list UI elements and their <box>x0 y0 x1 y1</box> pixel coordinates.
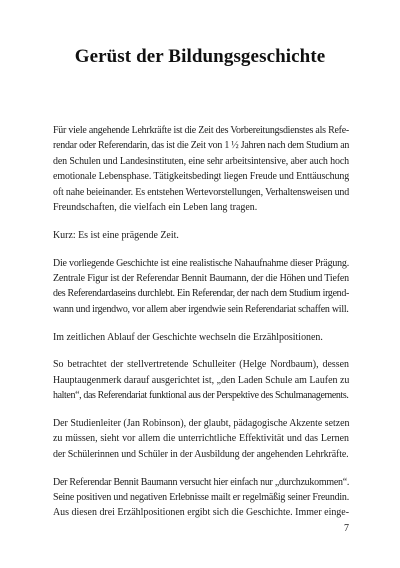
text-line: So betrachtet der stellvertretende Schulleiter (Helge Nordbaum), dessen <box>53 359 349 371</box>
text-line: zu müssen, sieht vor allem die unterrichtliche Effektivität und das Lernen <box>53 433 349 445</box>
paragraph <box>53 416 349 462</box>
text-line: Aus diesen drei Erzählpositionen ergibt sich die Geschichte. Immer einge- <box>53 507 349 519</box>
text-line: wann und irgendwo, vor allem aber irgendwie sein Referendariat schaffen will. <box>53 303 349 315</box>
paragraph <box>53 330 349 345</box>
paragraph <box>53 256 349 318</box>
text-line: Der Referendar Bennit Baumann versucht hier einfach nur „durchzukommen“. <box>53 476 350 488</box>
body-text <box>53 123 349 533</box>
text-line: Seine positiven und negativen Erlebnisse mailt er regelmäßig seiner Freundin. <box>53 492 349 504</box>
text-line: des Referendardaseins durchlebt. Ein Referendar, der nach dem Studium irgend- <box>53 288 349 300</box>
text-line: Freundschaften, die vielfach ein Leben lang tragen. <box>53 202 258 214</box>
text-line: halten“, das Referendariat funktional aus der Perspektive des Schulmanagements. <box>53 390 349 402</box>
text-line: Im zeitlichen Ablauf der Geschichte wechseln die Erzählpositionen. <box>53 331 323 343</box>
text-line: der Schülerinnen und Schüler in der Ausbildung der angehenden Lehrkräfte. <box>53 448 349 460</box>
text-line: Zentrale Figur ist der Referendar Bennit Baumann, der die Höhen und Tiefen <box>53 273 349 285</box>
text-line: Der Studienleiter (Jan Robinson), der glaubt, pädagogische Akzente setzen <box>53 418 350 430</box>
text-line: Die vorliegende Geschichte ist eine realistische Nahaufnahme dieser Prägung. <box>53 257 349 269</box>
paragraph <box>53 475 349 521</box>
text-line: Kurz: Es ist eine prägende Zeit. <box>53 229 179 241</box>
text-line: oft nahe beieinander. Es entstehen Wertevorstellungen, Verhaltensweisen und <box>53 186 350 198</box>
text-line: emotionale Lebensphase. Tätigkeitsbedingt liegen Freude und Enttäuschung <box>53 171 350 183</box>
text-line: Hauptaugenmerk darauf ausgerichtet ist, „den Laden Schule am Laufen zu <box>53 374 350 386</box>
paragraph <box>53 228 349 243</box>
paragraph <box>53 123 349 215</box>
text-line: den Schulen und Landesinstituten, eine sehr arbeitsintensive, aber auch hoch <box>53 155 349 167</box>
page-number: 7 <box>344 523 349 534</box>
paragraph <box>53 357 349 403</box>
chapter-title: Gerüst der Bildungsgeschichte <box>74 46 326 67</box>
text-line: Für viele angehende Lehrkräfte ist die Zeit des Vorbereitungsdienstes als Refe- <box>53 125 349 136</box>
text-line: rendar oder Referendarin, das ist die Zeit von 1 ½ Jahren nach dem Studium an <box>53 140 350 152</box>
